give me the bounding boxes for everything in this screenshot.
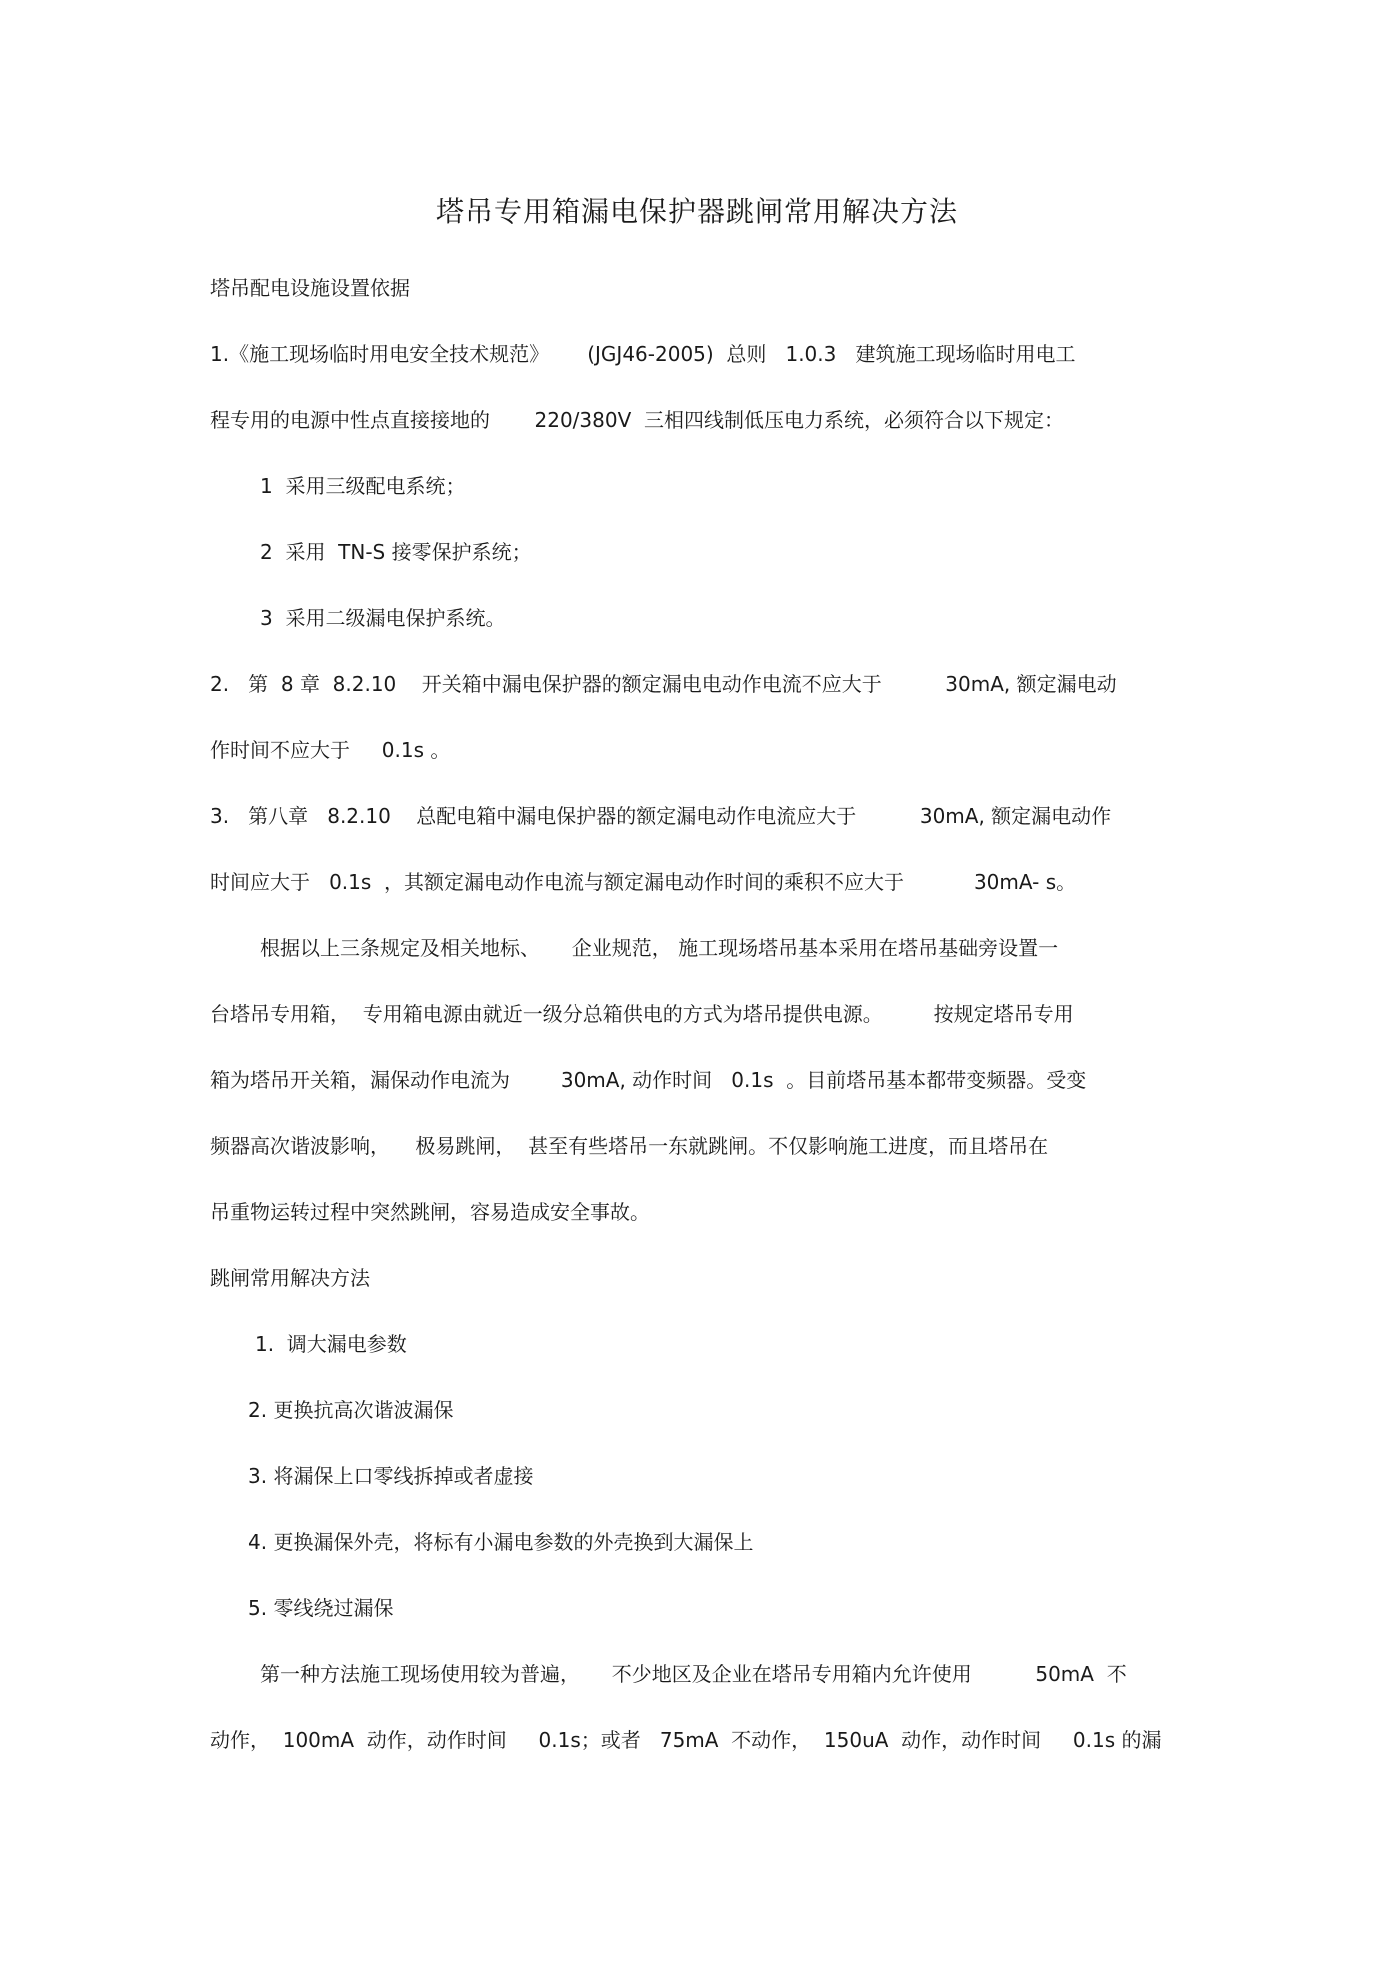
- paragraph-line: 台塔吊专用箱， 专用箱电源由就近一级分总箱供电的方式为塔吊提供电源。 按规定塔吊专用: [210, 1002, 1074, 1026]
- paragraph-line: 第一种方法施工现场使用较为普遍， 不少地区及企业在塔吊专用箱内允许使用 50mA 不: [260, 1662, 1127, 1686]
- list-item: 1 采用三级配电系统；: [260, 474, 466, 498]
- section-heading-basis: 塔吊配电设施设置依据: [210, 276, 410, 300]
- paragraph-line: 箱为塔吊开关箱，漏保动作电流为 30mA, 动作时间 0.1s 。目前塔吊基本都带变频器。受变: [210, 1068, 1087, 1092]
- paragraph-line: 3. 第八章 8.2.10 总配电箱中漏电保护器的额定漏电动作电流应大于 30mA, 额定漏电动作: [210, 804, 1112, 828]
- list-item: 2 采用 TN-S 接零保护系统；: [260, 540, 532, 564]
- solution-item: 5. 零线绕过漏保: [248, 1596, 394, 1620]
- paragraph-line: 时间应大于 0.1s ，其额定漏电动作电流与额定漏电动作时间的乘积不应大于 30mA- s。: [210, 870, 1077, 894]
- solution-item: 1. 调大漏电参数: [255, 1332, 407, 1356]
- paragraph-line: 动作， 100mA 动作，动作时间 0.1s；或者 75mA 不动作， 150uA 动作，动作时间 0.1s 的漏: [210, 1728, 1162, 1752]
- paragraph-line: 频器高次谐波影响， 极易跳闸， 甚至有些塔吊一东就跳闸。不仅影响施工进度，而且塔吊在: [210, 1134, 1049, 1158]
- solution-item: 3. 将漏保上口零线拆掉或者虚接: [248, 1464, 534, 1488]
- paragraph-line: 吊重物运转过程中突然跳闸，容易造成安全事故。: [210, 1200, 650, 1224]
- paragraph-line: 作时间不应大于 0.1s 。: [210, 738, 451, 762]
- paragraph-line: 1.《施工现场临时用电安全技术规范》 (JGJ46-2005) 总则 1.0.3 建筑施工现场临时用电工: [210, 342, 1076, 366]
- list-item: 3 采用二级漏电保护系统。: [260, 606, 506, 630]
- solution-item: 2. 更换抗高次谐波漏保: [248, 1398, 454, 1422]
- paragraph-line: 2. 第 8 章 8.2.10 开关箱中漏电保护器的额定漏电电动作电流不应大于 30mA, 额定漏电动: [210, 672, 1117, 696]
- section-heading-solutions: 跳闸常用解决方法: [210, 1266, 370, 1290]
- document-title: 塔吊专用箱漏电保护器跳闸常用解决方法: [435, 195, 958, 228]
- paragraph-line: 根据以上三条规定及相关地标、 企业规范， 施工现场塔吊基本采用在塔吊基础旁设置一: [260, 936, 1059, 960]
- solution-item: 4. 更换漏保外壳，将标有小漏电参数的外壳换到大漏保上: [248, 1530, 754, 1554]
- paragraph-line: 程专用的电源中性点直接接地的 220/380V 三相四线制低压电力系统，必须符合以下规定：: [210, 408, 1064, 432]
